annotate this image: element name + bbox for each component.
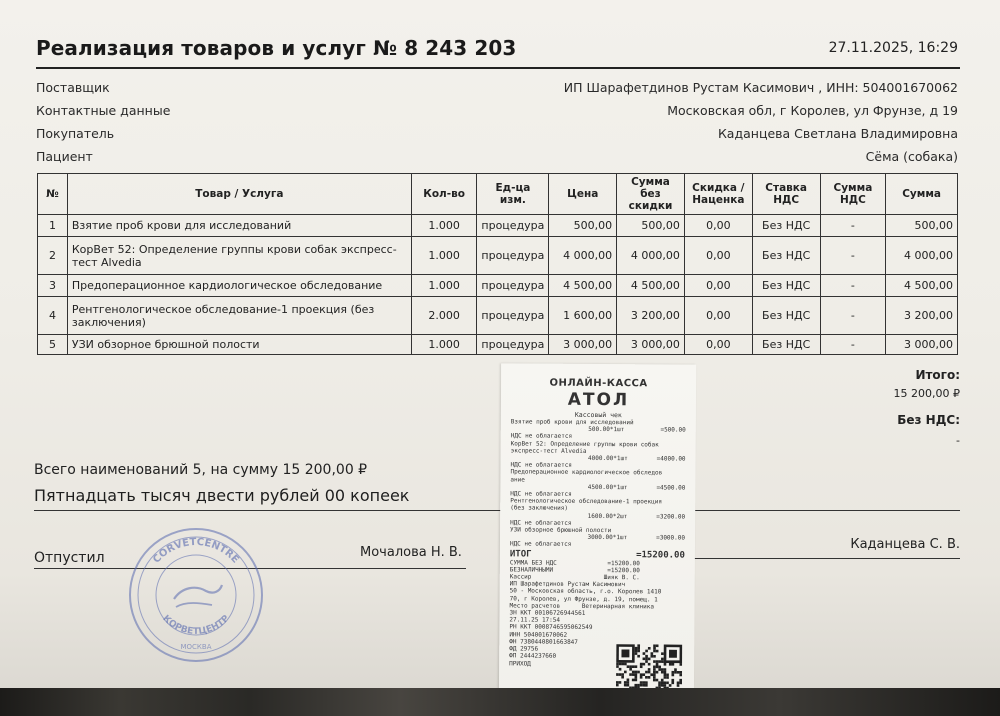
table-cell: 4 500,00 <box>886 275 958 297</box>
cash-receipt <box>499 363 696 716</box>
receipt-line: УЗИ обзорное брюшной полости <box>510 526 612 535</box>
table-cell: Без НДС <box>752 215 820 237</box>
receipt-line: 4500.00*1шт =4500.00 <box>587 483 686 492</box>
vat-label: Без НДС: <box>897 413 960 427</box>
table-cell: 0,00 <box>684 335 752 355</box>
stamp-outer-text: CORVETCENTRE <box>151 536 241 566</box>
table-cell: Без НДС <box>752 237 820 275</box>
table-cell: КорВет 52: Определение группы крови собак экспресс-тест Alvedia <box>67 237 411 275</box>
receipt-footer-line: 27.11.25 17:54 <box>509 616 561 625</box>
receipt-line: ание <box>510 476 525 484</box>
table-row <box>38 335 958 355</box>
stamp-inner-text: КОРВЕТЦЕНТР <box>160 613 232 637</box>
table-cell: 5 <box>38 335 68 355</box>
table-cell: 500,00 <box>617 215 685 237</box>
receipt-footer-line: Место расчетов Ветеринарная клиника <box>509 602 655 611</box>
table-cell: 3 <box>38 275 68 297</box>
receipt-footer-line: 50 - Московская область, г.о. Королев 1410 <box>509 587 662 596</box>
col-header-vat-rate: Ставка НДС <box>752 174 820 215</box>
receipt-footer-line: 70, г Королев, ул Фрунзе, д. 19, помещ. 1 <box>509 595 658 604</box>
table-cell: процедура <box>477 335 549 355</box>
receipt-line: 3000.00*1шт =3000.00 <box>587 534 686 542</box>
meta-value: ИП Шарафетдинов Рустам Касимович , ИНН: 504001670062 <box>563 80 958 95</box>
table-cell: 1 600,00 <box>549 297 617 335</box>
table-cell: 3 200,00 <box>886 297 958 335</box>
document-title: Реализация товаров и услуг № 8 243 203 <box>36 36 517 60</box>
receipt-line: НДС не облагается <box>510 519 572 527</box>
table-cell: Без НДС <box>752 335 820 355</box>
table-row <box>38 297 958 335</box>
buyer-name: Каданцева С. В. <box>850 537 960 552</box>
col-header-qty: Кол-во <box>411 174 477 215</box>
table-cell: 1.000 <box>411 275 477 297</box>
table-row <box>38 275 958 297</box>
table-cell: 3 000,00 <box>886 335 958 355</box>
table-cell: 4 000,00 <box>617 237 685 275</box>
document-datetime: 27.11.2025, 16:29 <box>828 40 958 56</box>
table-cell: процедура <box>477 297 549 335</box>
table-cell: 4 <box>38 297 68 335</box>
meta-label: Поставщик <box>36 80 110 95</box>
receipt-footer-line: ЗН ККТ 00106726944561 <box>509 609 586 617</box>
items-count-sum: Всего наименований 5, на сумму 15 200,00 ₽ <box>34 462 368 478</box>
buyer-signature-line <box>690 558 960 559</box>
receipt-footer-line: ФН 7380440801663847 <box>509 638 578 646</box>
table-cell: - <box>820 297 886 335</box>
receipt-lines <box>500 418 696 549</box>
clinic-stamp <box>126 525 266 665</box>
col-header-price: Цена <box>549 174 617 215</box>
receipt-line: НДС не облагается <box>510 432 573 441</box>
table-cell: Взятие проб крови для исследований <box>67 215 411 237</box>
table-cell: 0,00 <box>684 275 752 297</box>
meta-label: Покупатель <box>36 126 115 141</box>
receipt-line: 4000.00*1шт =4000.00 <box>587 454 686 463</box>
table-cell: 3 200,00 <box>617 297 685 335</box>
receipt-footer-line: БЕЗНАЛИЧНЫМИ =15200.00 <box>509 566 640 575</box>
receipt-subtitle: Кассовый чек <box>574 410 622 420</box>
summary-divider <box>34 510 960 511</box>
receipt-footer-line: СУММА БЕЗ НДС =15200.00 <box>509 559 640 567</box>
atol-logo: АТОЛ <box>567 389 630 411</box>
table-cell: 4 500,00 <box>617 275 685 297</box>
released-label: Отпустил <box>34 550 105 566</box>
table-cell: 3 000,00 <box>617 335 685 355</box>
meta-value: Каданцева Светлана Владимировна <box>717 126 958 141</box>
receipt-footer-line: ФП 2444237660 <box>509 652 557 661</box>
receipt-footer-line: ФД 29756 <box>509 645 539 653</box>
receipt-footer-line: РН ККТ 0008746595062549 <box>509 623 593 632</box>
receipt-line: 1600.00*2шт =3200.00 <box>587 512 686 521</box>
receipt-footer-line: ИНН 504001670062 <box>509 631 568 639</box>
table-cell: процедура <box>477 215 549 237</box>
col-header-item: Товар / Услуга <box>67 174 411 215</box>
receipt-footer-line: ИП Шарафетдинов Рустам Касимович <box>509 580 626 589</box>
receipt-footer-line: ПРИХОД <box>509 659 531 668</box>
table-cell: процедура <box>477 237 549 275</box>
col-header-sum: Сумма <box>886 174 958 215</box>
table-cell: 1 <box>38 215 68 237</box>
table-cell: 0,00 <box>684 215 752 237</box>
receipt-total-value: =15200.00 <box>636 549 685 561</box>
table-cell: 2.000 <box>411 297 477 335</box>
table-cell: 4 500,00 <box>549 275 617 297</box>
col-header-unit: Ед-ца изм. <box>477 174 549 215</box>
table-cell: Без НДС <box>752 297 820 335</box>
table-cell: Без НДС <box>752 275 820 297</box>
table-cell: 2 <box>38 237 68 275</box>
receipt-line: КорВет 52: Определение группы крови собак <box>510 440 659 449</box>
table-cell: 4 000,00 <box>549 237 617 275</box>
table-cell: 0,00 <box>684 237 752 275</box>
table-cell: - <box>820 335 886 355</box>
table-cell: 4 000,00 <box>886 237 958 275</box>
receipt-header: ОНЛАЙН-КАССА <box>549 377 648 390</box>
table-cell: - <box>820 215 886 237</box>
col-header-vat-sum: Сумма НДС <box>820 174 886 215</box>
table-cell: 1.000 <box>411 237 477 275</box>
receipt-line: экспресс-тест Alvedia <box>510 447 587 455</box>
col-header-discount: Скидка / Наценка <box>684 174 752 215</box>
total-value: 15 200,00 ₽ <box>893 387 960 400</box>
table-row <box>38 237 958 275</box>
vat-value: - <box>956 434 960 447</box>
meta-value: Московская обл, г Королев, ул Фрунзе, д 19 <box>667 103 958 118</box>
table-cell: УЗИ обзорное брюшной полости <box>67 335 411 355</box>
receipt-line: 500.00*1шт =500.00 <box>588 426 686 434</box>
receipt-total-label: ИТОГ <box>509 549 532 560</box>
table-cell: - <box>820 237 886 275</box>
table-cell: 500,00 <box>886 215 958 237</box>
receipt-line: (без заключения) <box>510 504 569 513</box>
receipt-line: Рентгенологическое обследование-1 проекция <box>510 497 663 506</box>
table-cell: процедура <box>477 275 549 297</box>
meta-value: Сёма (собака) <box>865 149 958 164</box>
table-cell: Предоперационное кардиологическое обследование <box>67 275 411 297</box>
total-label: Итого: <box>915 368 960 382</box>
table-cell: Рентгенологическое обследование-1 проекция (без заключения) <box>67 297 411 335</box>
col-header-sum-no-discount: Сумма без скидки <box>617 174 685 215</box>
receipt-line: Взятие проб крови для исследований <box>510 418 634 427</box>
stamp-city: МОСКВА <box>180 643 212 651</box>
sum-in-words: Пятнадцать тысяч двести рублей 00 копеек <box>34 486 410 505</box>
table-cell: 500,00 <box>549 215 617 237</box>
meta-label: Пациент <box>36 149 93 164</box>
title-divider <box>36 67 960 69</box>
receipt-line: НДС не облагается <box>509 540 572 549</box>
released-name: Мочалова Н. В. <box>360 545 462 560</box>
receipt-line: НДС не облагается <box>510 461 572 470</box>
col-header-number: № <box>38 174 68 215</box>
table-cell: 0,00 <box>684 297 752 335</box>
items-table <box>37 173 958 355</box>
meta-label: Контактные данные <box>36 103 171 118</box>
table-header-row <box>38 174 958 215</box>
table-row <box>38 215 958 237</box>
table-cell: - <box>820 275 886 297</box>
receipt-footer-line: Кассир Шияк В. С. <box>509 573 640 582</box>
table-cell: 3 000,00 <box>549 335 617 355</box>
table-cell: 1.000 <box>411 335 477 355</box>
table-cell: 1.000 <box>411 215 477 237</box>
receipt-line: Предоперационное кардиологическое обследов <box>510 468 663 477</box>
receipt-line: НДС не облагается <box>510 490 572 498</box>
photo-shadow <box>0 688 1000 716</box>
